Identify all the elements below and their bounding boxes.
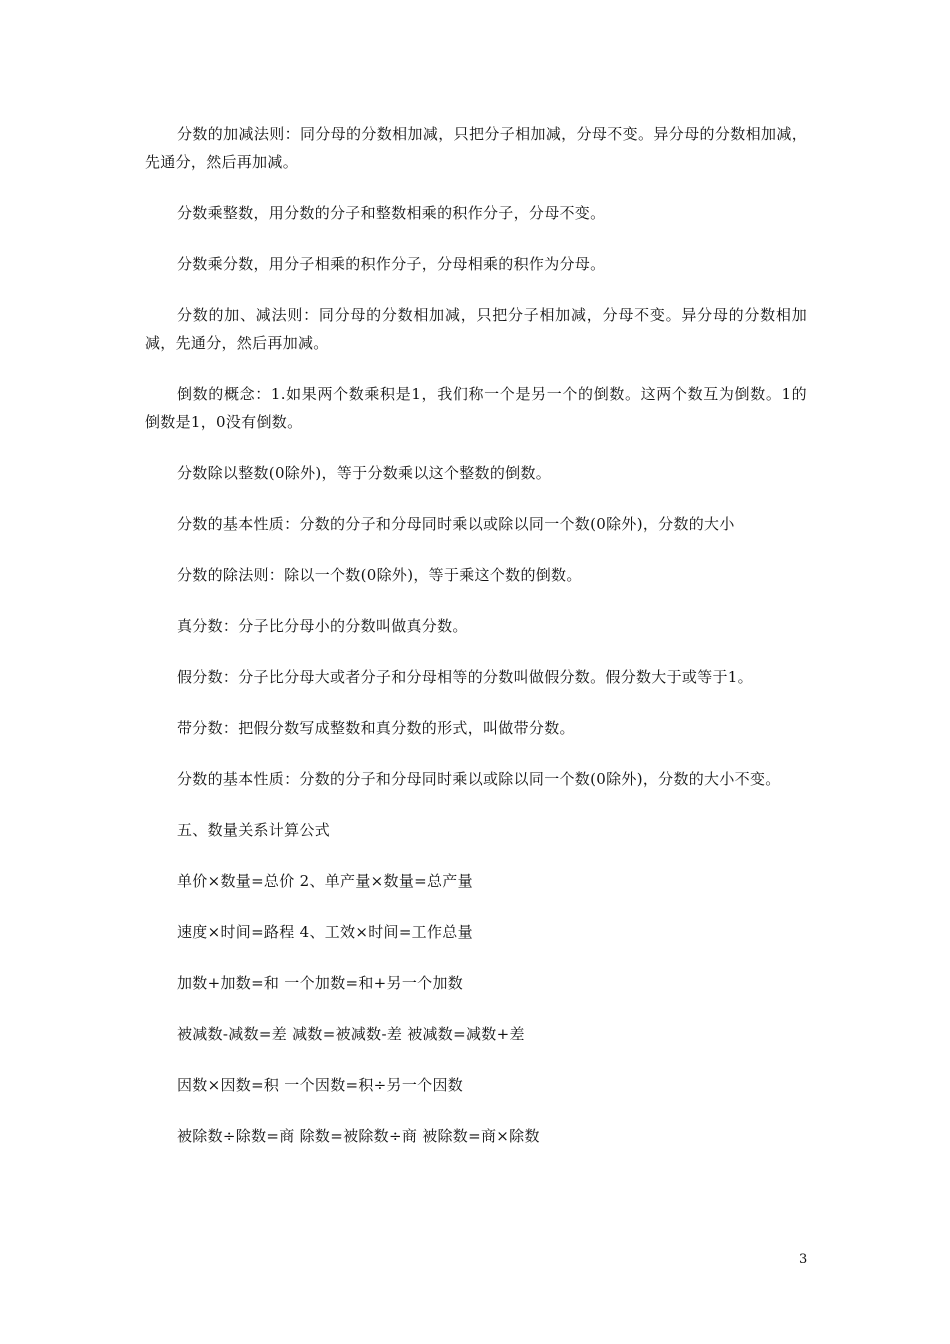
formula-line-subtraction: 被减数-减数=差 减数=被减数-差 被减数=减数+差	[177, 1025, 525, 1043]
paragraph-fraction-add-subtract-rule-2: 分数的加、减法则：同分母的分数相加减，只把分子相加减，分母不变。异分母的分数相加减，先通分，然后再加减。	[145, 306, 807, 352]
paragraph-fraction-basic-property-2: 分数的基本性质：分数的分子和分母同时乘以或除以同一个数(0除外)，分数的大小不变。	[177, 770, 781, 788]
paragraph-fraction-times-fraction: 分数乘分数，用分子相乘的积作分子，分母相乘的积作为分母。	[177, 255, 606, 273]
paragraph-fraction-add-subtract-rule: 分数的加减法则：同分母的分数相加减，只把分子相加减，分母不变。异分母的分数相加减，先通分，然后再加减。	[145, 125, 807, 171]
section-heading-quantity-formulas: 五、数量关系计算公式	[177, 821, 331, 839]
formula-line-speed: 速度×时间=路程 4、工效×时间=工作总量	[177, 923, 473, 941]
page-number: 3	[799, 1252, 808, 1267]
paragraph-fraction-basic-property: 分数的基本性质：分数的分子和分母同时乘以或除以同一个数(0除外)，分数的大小	[177, 515, 735, 533]
paragraph-fraction-division-rule: 分数的除法则：除以一个数(0除外)，等于乘这个数的倒数。	[177, 566, 582, 584]
formula-line-division: 被除数÷除数=商 除数=被除数÷商 被除数=商×除数	[177, 1127, 540, 1145]
paragraph-fraction-times-integer: 分数乘整数，用分数的分子和整数相乘的积作分子，分母不变。	[177, 204, 606, 222]
paragraph-reciprocal-concept: 倒数的概念：1.如果两个数乘积是1，我们称一个是另一个的倒数。这两个数互为倒数。1的倒数是1，0没有倒数。	[145, 385, 807, 431]
formula-line-addition: 加数+加数=和 一个加数=和+另一个加数	[177, 974, 464, 992]
paragraph-fraction-divide-integer: 分数除以整数(0除外)，等于分数乘以这个整数的倒数。	[177, 464, 552, 482]
document-body	[145, 120, 807, 1173]
formula-line-price: 单价×数量=总价 2、单产量×数量=总产量	[177, 872, 473, 890]
formula-line-multiplication: 因数×因数=积 一个因数=积÷另一个因数	[177, 1076, 464, 1094]
paragraph-improper-fraction: 假分数：分子比分母大或者分子和分母相等的分数叫做假分数。假分数大于或等于1。	[177, 668, 753, 686]
paragraph-mixed-number: 带分数：把假分数写成整数和真分数的形式，叫做带分数。	[177, 719, 575, 737]
paragraph-proper-fraction: 真分数：分子比分母小的分数叫做真分数。	[177, 617, 468, 635]
